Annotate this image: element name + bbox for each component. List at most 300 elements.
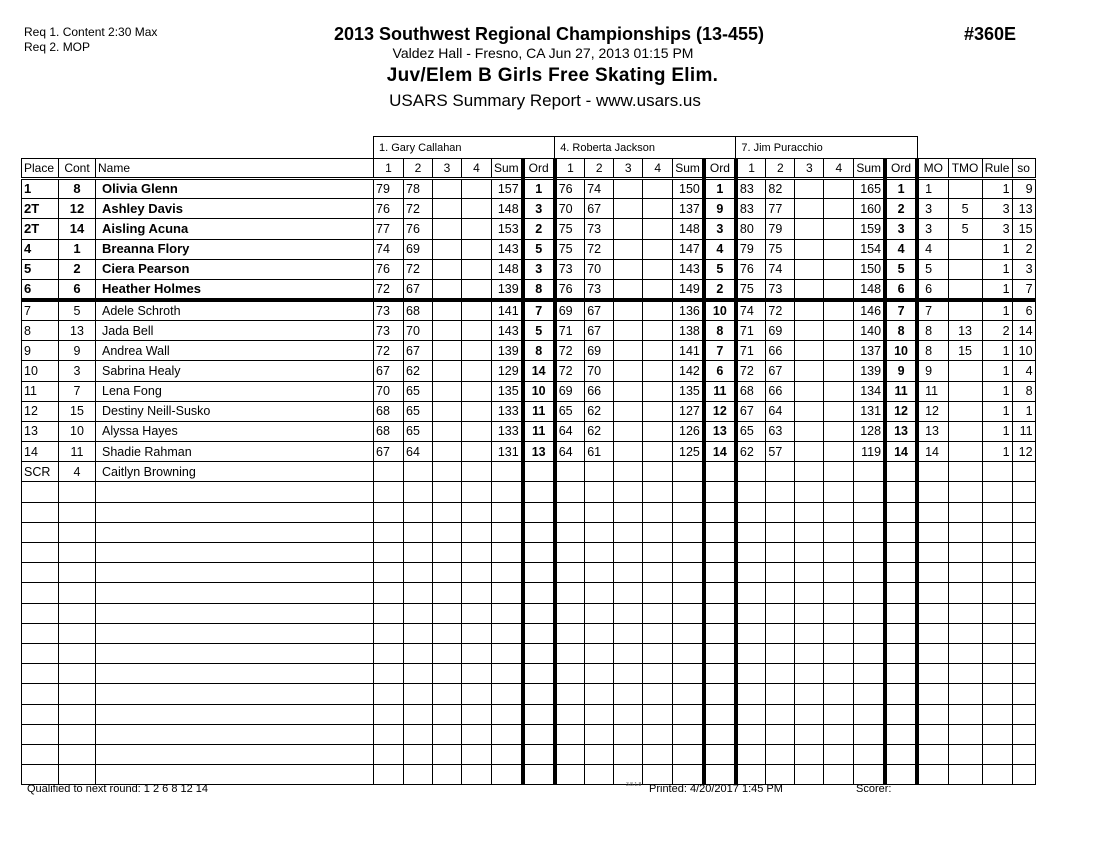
empty-cell xyxy=(982,643,1012,663)
judge-score: 62 xyxy=(736,442,766,462)
judge-sum: 135 xyxy=(492,381,523,401)
mo-value: 8 xyxy=(917,341,948,361)
empty-cell xyxy=(982,744,1012,764)
tmo-value xyxy=(948,442,982,462)
col-header-judge-score: 4 xyxy=(462,159,492,179)
judge-score: 70 xyxy=(585,361,614,381)
judge-score xyxy=(614,421,643,441)
empty-cell xyxy=(854,744,885,764)
empty-cell xyxy=(585,724,614,744)
empty-cell xyxy=(22,543,59,563)
table-row xyxy=(22,442,1036,462)
empty-cell xyxy=(374,583,404,603)
rule-value: 2 xyxy=(982,320,1012,340)
judge-score xyxy=(462,279,492,300)
empty-cell xyxy=(795,623,824,643)
empty-cell xyxy=(59,744,96,764)
judge-ordinal: 14 xyxy=(523,361,555,381)
judge-score: 69 xyxy=(766,320,795,340)
tmo-value xyxy=(948,179,982,199)
empty-cell xyxy=(614,522,643,542)
judge-score xyxy=(614,462,643,482)
rule-value: 1 xyxy=(982,361,1012,381)
judge-score xyxy=(824,179,854,199)
empty-cell xyxy=(854,522,885,542)
table-row xyxy=(22,421,1036,441)
judge-score: 73 xyxy=(374,300,404,321)
judge-score: 63 xyxy=(766,421,795,441)
empty-cell xyxy=(404,583,433,603)
judge-score: 76 xyxy=(555,279,585,300)
judge-score: 65 xyxy=(404,381,433,401)
empty-cell xyxy=(523,583,555,603)
judge-score xyxy=(643,442,673,462)
empty-cell xyxy=(523,643,555,663)
empty-cell xyxy=(795,563,824,583)
empty-cell xyxy=(736,522,766,542)
tmo-value xyxy=(948,381,982,401)
empty-cell xyxy=(22,623,59,643)
empty-cell xyxy=(555,704,585,724)
judge-ordinal: 11 xyxy=(523,421,555,441)
qualified-list: Qualified to next round: 1 2 6 8 12 14 xyxy=(27,783,209,795)
judge-score: 65 xyxy=(736,421,766,441)
empty-cell xyxy=(736,543,766,563)
so-value: 7 xyxy=(1012,279,1035,300)
judge-score xyxy=(795,300,824,321)
empty-cell xyxy=(704,724,736,744)
empty-cell xyxy=(982,563,1012,583)
empty-cell xyxy=(766,502,795,522)
judge-sum: 139 xyxy=(854,361,885,381)
empty-cell xyxy=(585,765,614,785)
judge-ordinal: 2 xyxy=(704,279,736,300)
skater-name: Olivia Glenn xyxy=(96,179,374,199)
empty-cell xyxy=(766,724,795,744)
empty-cell xyxy=(982,543,1012,563)
judge-score: 73 xyxy=(585,219,614,239)
empty-cell xyxy=(374,643,404,663)
empty-cell xyxy=(22,724,59,744)
empty-cell xyxy=(1012,563,1035,583)
empty-cell xyxy=(704,623,736,643)
judge-ordinal: 6 xyxy=(885,279,917,300)
empty-cell xyxy=(885,704,917,724)
judge-score: 69 xyxy=(585,341,614,361)
empty-cell xyxy=(1012,704,1035,724)
judge-sum: 119 xyxy=(854,442,885,462)
judge-score xyxy=(795,341,824,361)
empty-cell xyxy=(614,724,643,744)
empty-cell xyxy=(523,563,555,583)
empty-cell xyxy=(433,765,462,785)
empty-cell xyxy=(492,744,523,764)
skater-name: Alyssa Hayes xyxy=(96,421,374,441)
empty-cell xyxy=(462,502,492,522)
mo-value: 1 xyxy=(917,179,948,199)
judge-ordinal: 7 xyxy=(704,341,736,361)
empty-cell xyxy=(824,522,854,542)
judge-score: 64 xyxy=(766,401,795,421)
judge-score xyxy=(555,462,585,482)
contestant-number: 8 xyxy=(59,179,96,199)
judge-score: 67 xyxy=(585,320,614,340)
tmo-value xyxy=(948,300,982,321)
judge-score: 74 xyxy=(585,179,614,199)
judge-score: 64 xyxy=(555,442,585,462)
empty-cell xyxy=(585,744,614,764)
empty-cell xyxy=(614,563,643,583)
judge-score xyxy=(614,239,643,259)
software-version: 3.8.1.8 xyxy=(626,782,642,788)
judge-score: 75 xyxy=(766,239,795,259)
place: 8 xyxy=(22,320,59,340)
empty-cell xyxy=(824,664,854,684)
judge-score xyxy=(824,320,854,340)
empty-cell xyxy=(982,623,1012,643)
so-value: 1 xyxy=(1012,401,1035,421)
contestant-number: 12 xyxy=(59,199,96,219)
empty-cell xyxy=(523,765,555,785)
judge-sum xyxy=(492,462,523,482)
judge-ordinal: 14 xyxy=(885,442,917,462)
skater-name: Andrea Wall xyxy=(96,341,374,361)
empty-cell xyxy=(614,482,643,502)
empty-cell xyxy=(643,704,673,724)
judge-score xyxy=(433,199,462,219)
judge-sum xyxy=(854,462,885,482)
place: 5 xyxy=(22,259,59,279)
empty-cell xyxy=(795,543,824,563)
col-header-judge-ord: Ord xyxy=(885,159,917,179)
so-value: 9 xyxy=(1012,179,1035,199)
empty-cell xyxy=(673,583,704,603)
empty-cell xyxy=(948,502,982,522)
empty-cell xyxy=(492,765,523,785)
tmo-value xyxy=(948,361,982,381)
place: 13 xyxy=(22,421,59,441)
empty-cell xyxy=(704,583,736,603)
empty-cell xyxy=(1012,603,1035,623)
rule-value: 1 xyxy=(982,259,1012,279)
col-header-judge-score: 2 xyxy=(404,159,433,179)
tmo-value xyxy=(948,259,982,279)
empty-cell xyxy=(643,765,673,785)
judge-ordinal: 10 xyxy=(523,381,555,401)
judge-sum: 137 xyxy=(673,199,704,219)
empty-cell xyxy=(854,603,885,623)
empty-cell xyxy=(96,623,374,643)
judge-score xyxy=(404,462,433,482)
empty-cell xyxy=(948,765,982,785)
empty-cell xyxy=(854,502,885,522)
empty-cell xyxy=(374,603,404,623)
empty-cell xyxy=(523,704,555,724)
empty-row xyxy=(22,765,1036,785)
judge-score xyxy=(643,401,673,421)
empty-cell xyxy=(736,643,766,663)
judge-score xyxy=(795,239,824,259)
empty-cell xyxy=(766,744,795,764)
empty-cell xyxy=(885,583,917,603)
empty-cell xyxy=(766,643,795,663)
judge-score xyxy=(433,219,462,239)
place: 10 xyxy=(22,361,59,381)
col-header-judge-score: 3 xyxy=(614,159,643,179)
judge-score: 73 xyxy=(374,320,404,340)
empty-cell xyxy=(492,522,523,542)
empty-cell xyxy=(59,522,96,542)
empty-cell xyxy=(917,502,948,522)
judge-sum: 147 xyxy=(673,239,704,259)
empty-cell xyxy=(673,744,704,764)
judge-score xyxy=(824,421,854,441)
results-table xyxy=(21,136,1036,785)
judge-score xyxy=(824,300,854,321)
judge-score: 69 xyxy=(555,300,585,321)
judge-score: 62 xyxy=(585,401,614,421)
col-header-judge-sum: Sum xyxy=(854,159,885,179)
empty-cell xyxy=(917,765,948,785)
mo-value: 4 xyxy=(917,239,948,259)
empty-cell xyxy=(404,724,433,744)
empty-cell xyxy=(22,744,59,764)
empty-cell xyxy=(824,744,854,764)
judge-score xyxy=(643,199,673,219)
judge-ordinal: 9 xyxy=(885,361,917,381)
empty-cell xyxy=(948,543,982,563)
so-value: 15 xyxy=(1012,219,1035,239)
empty-cell xyxy=(523,684,555,704)
empty-cell xyxy=(917,522,948,542)
tmo-value xyxy=(948,421,982,441)
empty-cell xyxy=(404,684,433,704)
judge-score: 76 xyxy=(736,259,766,279)
skater-name: Adele Schroth xyxy=(96,300,374,321)
judge-score xyxy=(462,199,492,219)
judge-ordinal: 10 xyxy=(704,300,736,321)
empty-cell xyxy=(374,522,404,542)
judge-score xyxy=(462,219,492,239)
skater-name: Caitlyn Browning xyxy=(96,462,374,482)
judge-score: 72 xyxy=(404,259,433,279)
judge-ordinal: 4 xyxy=(704,239,736,259)
judge-ordinal: 13 xyxy=(704,421,736,441)
judge-sum: 143 xyxy=(673,259,704,279)
empty-cell xyxy=(59,623,96,643)
judge-ordinal: 1 xyxy=(885,179,917,199)
rule-value: 1 xyxy=(982,421,1012,441)
empty-cell xyxy=(824,704,854,724)
empty-cell xyxy=(614,664,643,684)
judge-score xyxy=(643,381,673,401)
empty-cell xyxy=(673,563,704,583)
judge-score: 70 xyxy=(555,199,585,219)
empty-cell xyxy=(643,603,673,623)
empty-cell xyxy=(462,623,492,643)
empty-cell xyxy=(555,522,585,542)
judge-ordinal: 4 xyxy=(885,239,917,259)
judge-score: 75 xyxy=(555,219,585,239)
empty-cell xyxy=(22,482,59,502)
judge-score xyxy=(585,462,614,482)
table-row xyxy=(22,300,1036,321)
empty-cell xyxy=(404,482,433,502)
judge-score xyxy=(462,361,492,381)
judge-score: 67 xyxy=(374,361,404,381)
empty-row xyxy=(22,724,1036,744)
empty-cell xyxy=(704,603,736,623)
judge-ordinal: 13 xyxy=(885,421,917,441)
judge-score: 83 xyxy=(736,199,766,219)
empty-cell xyxy=(885,724,917,744)
empty-cell xyxy=(673,704,704,724)
col-header-judge-score: 1 xyxy=(374,159,404,179)
empty-cell xyxy=(824,563,854,583)
empty-cell xyxy=(492,724,523,744)
judge-score xyxy=(614,341,643,361)
empty-cell xyxy=(404,563,433,583)
judge-ordinal: 12 xyxy=(704,401,736,421)
judge-sum: 126 xyxy=(673,421,704,441)
empty-cell xyxy=(433,623,462,643)
judge-sum: 142 xyxy=(673,361,704,381)
judge-score xyxy=(433,421,462,441)
judge-ordinal: 13 xyxy=(523,442,555,462)
empty-cell xyxy=(555,563,585,583)
mo-value: 14 xyxy=(917,442,948,462)
judge-sum: 148 xyxy=(673,219,704,239)
empty-cell xyxy=(982,724,1012,744)
judge-score xyxy=(614,300,643,321)
empty-cell xyxy=(585,664,614,684)
col-header-judge-score: 2 xyxy=(766,159,795,179)
empty-cell xyxy=(1012,502,1035,522)
judge-score xyxy=(824,199,854,219)
empty-cell xyxy=(704,664,736,684)
place: 1 xyxy=(22,179,59,199)
contestant-number: 9 xyxy=(59,341,96,361)
empty-cell xyxy=(96,482,374,502)
judge-sum: 148 xyxy=(854,279,885,300)
empty-cell xyxy=(704,643,736,663)
skater-name: Destiny Neill-Susko xyxy=(96,401,374,421)
col-header-rule: Rule xyxy=(982,159,1012,179)
contestant-number: 1 xyxy=(59,239,96,259)
empty-cell xyxy=(736,765,766,785)
col-header-judge-sum: Sum xyxy=(492,159,523,179)
judge-ordinal xyxy=(523,462,555,482)
empty-cell xyxy=(673,623,704,643)
judge-score: 64 xyxy=(404,442,433,462)
judge-score: 62 xyxy=(404,361,433,381)
judge-score xyxy=(643,421,673,441)
judge-score xyxy=(433,179,462,199)
requirement-2: Req 2. MOP xyxy=(24,40,91,54)
empty-cell xyxy=(824,623,854,643)
judge-sum: 149 xyxy=(673,279,704,300)
empty-cell xyxy=(766,684,795,704)
judge-ordinal: 5 xyxy=(704,259,736,279)
col-header-mo: MO xyxy=(917,159,948,179)
empty-cell xyxy=(59,724,96,744)
empty-cell xyxy=(854,583,885,603)
place: 12 xyxy=(22,401,59,421)
empty-cell xyxy=(374,704,404,724)
judge-score: 79 xyxy=(374,179,404,199)
judge-ordinal: 3 xyxy=(704,219,736,239)
place: 14 xyxy=(22,442,59,462)
judge-score: 61 xyxy=(585,442,614,462)
empty-cell xyxy=(404,603,433,623)
empty-cell xyxy=(643,522,673,542)
judge-score xyxy=(824,239,854,259)
empty-cell xyxy=(433,664,462,684)
empty-cell xyxy=(917,724,948,744)
empty-cell xyxy=(374,664,404,684)
mo-value: 3 xyxy=(917,219,948,239)
skater-name: Ciera Pearson xyxy=(96,259,374,279)
empty-cell xyxy=(795,482,824,502)
empty-cell xyxy=(492,563,523,583)
col-header-place: Place xyxy=(22,159,59,179)
empty-cell xyxy=(404,765,433,785)
so-value: 14 xyxy=(1012,320,1035,340)
empty-cell xyxy=(917,643,948,663)
spacer xyxy=(22,137,374,159)
judge-score: 67 xyxy=(404,341,433,361)
empty-row xyxy=(22,583,1036,603)
judge-score: 68 xyxy=(736,381,766,401)
judge-score xyxy=(433,341,462,361)
empty-cell xyxy=(614,744,643,764)
empty-cell xyxy=(704,563,736,583)
judge-sum: 131 xyxy=(492,442,523,462)
so-value: 12 xyxy=(1012,442,1035,462)
judge-sum: 133 xyxy=(492,401,523,421)
empty-cell xyxy=(885,502,917,522)
empty-cell xyxy=(948,704,982,724)
judge-score xyxy=(462,442,492,462)
judge-ordinal: 3 xyxy=(523,199,555,219)
so-value: 2 xyxy=(1012,239,1035,259)
empty-cell xyxy=(523,502,555,522)
empty-cell xyxy=(795,603,824,623)
empty-cell xyxy=(917,603,948,623)
judge-score xyxy=(462,179,492,199)
empty-cell xyxy=(885,643,917,663)
empty-cell xyxy=(766,543,795,563)
empty-cell xyxy=(643,643,673,663)
judge-score xyxy=(433,442,462,462)
judge-score: 72 xyxy=(404,199,433,219)
empty-cell xyxy=(1012,643,1035,663)
judge-score xyxy=(614,401,643,421)
empty-cell xyxy=(885,522,917,542)
judge-score: 70 xyxy=(374,381,404,401)
empty-cell xyxy=(585,543,614,563)
empty-cell xyxy=(917,664,948,684)
empty-cell xyxy=(854,643,885,663)
judge-sum: 139 xyxy=(492,279,523,300)
empty-cell xyxy=(704,765,736,785)
judge-sum: 128 xyxy=(854,421,885,441)
empty-cell xyxy=(948,522,982,542)
judge-score: 68 xyxy=(374,401,404,421)
empty-cell xyxy=(1012,684,1035,704)
empty-cell xyxy=(824,482,854,502)
empty-cell xyxy=(885,765,917,785)
